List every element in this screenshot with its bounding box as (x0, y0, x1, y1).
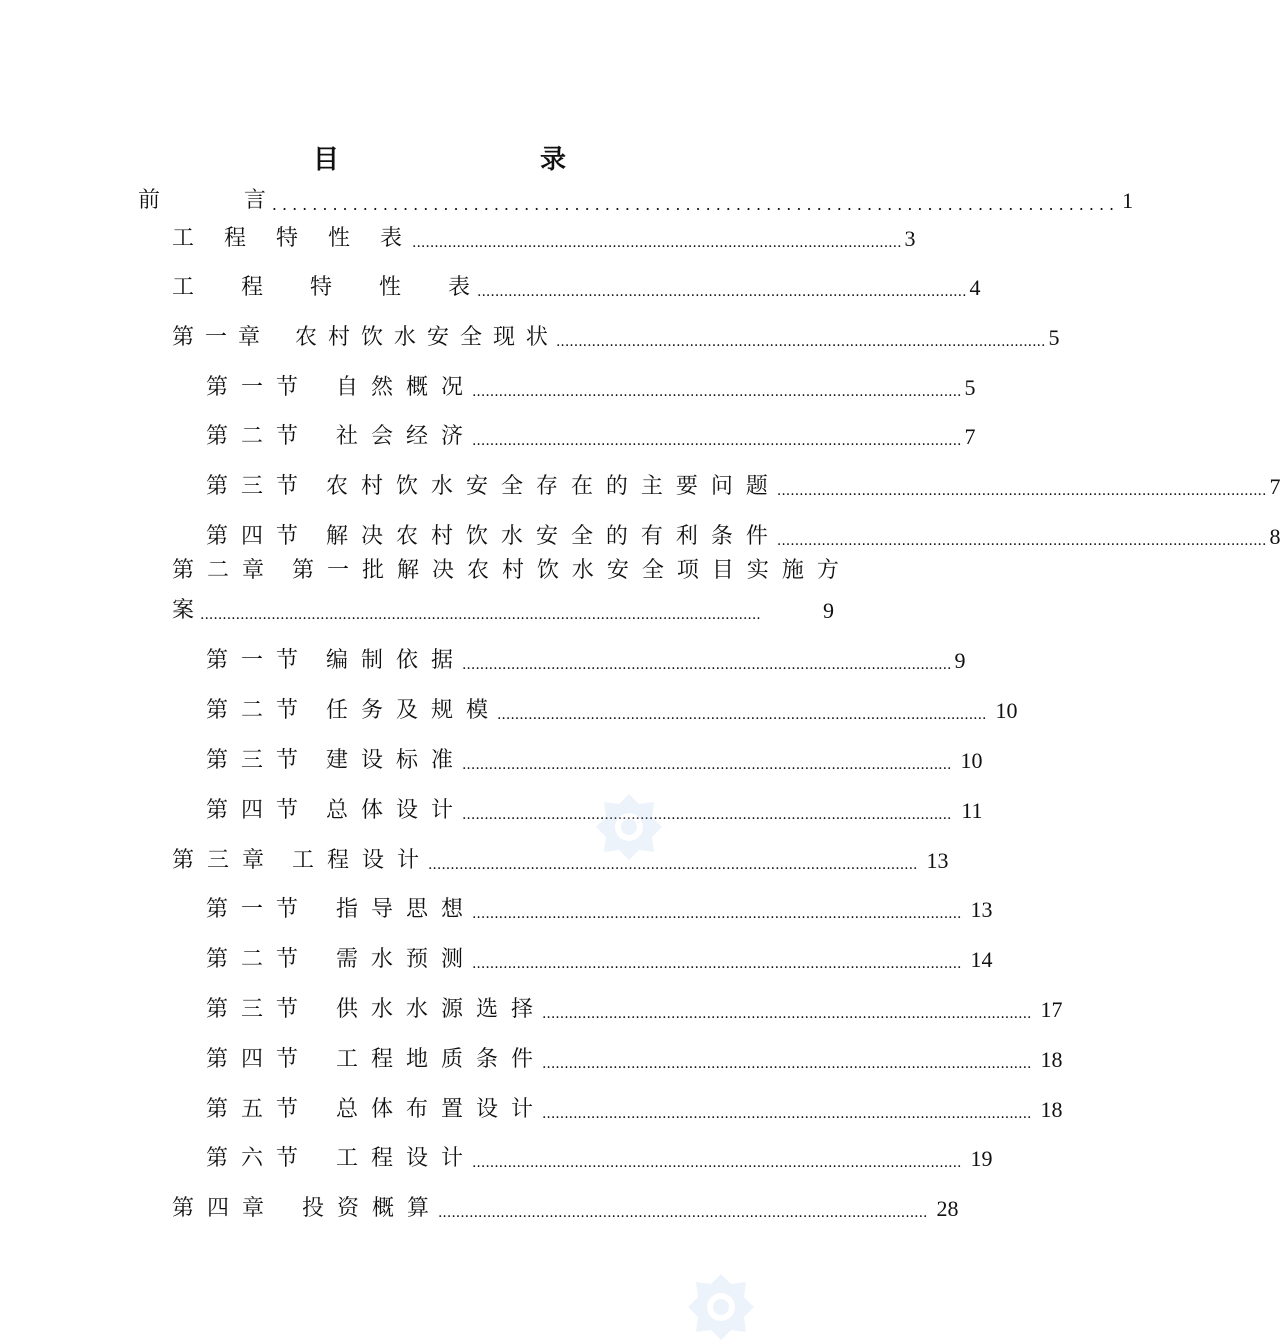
toc-leader-dots: .............................................................................................................. (471, 384, 962, 400)
toc-entry-section[interactable] (206, 472, 1280, 502)
watermark-emblem-icon (686, 1272, 756, 1342)
toc-entry-label: 第 一 章 农 村 饮 水 安 全 现 状 (172, 325, 550, 350)
toc-leader-dots: .............................................................................................................................. (200, 607, 761, 623)
toc-entry-chapter-3[interactable] (172, 846, 949, 876)
toc-entry-preface[interactable] (138, 186, 1134, 216)
toc-leader-dots: .............................................................................................................. (471, 956, 962, 972)
toc-leader-dots: .............................................................................................................. (541, 1006, 1032, 1022)
toc-entry-section[interactable] (206, 945, 993, 975)
toc-leader-dots: .............................................................................................................. (477, 284, 967, 300)
toc-entry-features-1[interactable] (172, 224, 916, 254)
toc-leader-dots: .............................................................................................................. (541, 1056, 1032, 1072)
toc-entry-section[interactable] (206, 796, 983, 826)
toc-entry-chapter-1[interactable] (172, 323, 1060, 353)
toc-page-number: 10 (960, 748, 983, 773)
toc-page-number: 28 (936, 1196, 959, 1221)
toc-entry-label: 第 二 节 任 务 及 规 模 (206, 698, 491, 723)
toc-entry-features-2[interactable] (172, 273, 981, 303)
toc-entry-section[interactable] (206, 1095, 1063, 1125)
toc-entry-section[interactable] (206, 1144, 993, 1174)
toc-entry-section[interactable] (206, 895, 993, 925)
toc-page-number: 7 (1269, 474, 1280, 499)
toc-entry-section[interactable] (206, 522, 1280, 552)
toc-entry-label: 第 五 节 总 体 布 置 设 计 (206, 1097, 536, 1122)
toc-entry-label: 第 一 节 编 制 依 据 (206, 648, 456, 673)
toc-page-number: 9 (954, 648, 966, 673)
toc-entry-label: 第 四 章 投 资 概 算 (172, 1196, 432, 1221)
toc-page-number: 10 (995, 698, 1018, 723)
toc-leader-dots: .............................................................................................................. (427, 857, 918, 873)
toc-leader-dots: .............................................................................................................. (461, 757, 952, 773)
toc-page-number: 19 (970, 1146, 993, 1171)
toc-page-number: 4 (969, 275, 981, 300)
toc-entry-section[interactable] (206, 746, 983, 776)
toc-entry-label: 案 (172, 598, 195, 623)
toc-leader-dots: .............................................................................................................. (471, 1155, 962, 1171)
toc-entry-section[interactable] (206, 696, 1018, 726)
toc-entry-chapter-4[interactable] (172, 1194, 959, 1224)
toc-entry-label: 工 程 特 性 表 (172, 275, 472, 300)
toc-page-number: 5 (1048, 325, 1060, 350)
toc-entry-label: 第 三 节 供 水 水 源 选 择 (206, 997, 536, 1022)
toc-entry-label: 第 一 节 自 然 概 况 (206, 375, 466, 400)
toc-leader-dots: .............................................................................................................. (776, 533, 1267, 549)
toc-entry-label: 第 六 节 工 程 设 计 (206, 1146, 466, 1171)
toc-entry-label: 第 三 章 工 程 设 计 (172, 848, 422, 873)
toc-entry-label: 工 程 特 性 表 (172, 226, 407, 251)
toc-entry-label: 第 一 节 指 导 思 想 (206, 897, 466, 922)
toc-entry-chapter-2-line2[interactable] (172, 596, 834, 626)
watermark-emblem-icon (594, 792, 664, 862)
toc-leader-dots: .............................................................................................................. (437, 1205, 928, 1221)
toc-leader-dots: .............................................................................................................. (541, 1106, 1032, 1122)
toc-entry-label: 第 四 节 总 体 设 计 (206, 798, 456, 823)
toc-leader-dots: .............................................................................................................. (461, 807, 952, 823)
toc-page-number: 13 (970, 897, 993, 922)
toc-page-number: 13 (926, 848, 949, 873)
toc-entry-label: 第 二 节 需 水 预 测 (206, 947, 466, 972)
toc-entry-label: 第 四 节 解 决 农 村 饮 水 安 全 的 有 利 条 件 (206, 524, 771, 549)
toc-page-number: 18 (1040, 1047, 1063, 1072)
toc-title: 目 录 (312, 145, 663, 175)
toc-entry-label: 第 三 节 建 设 标 准 (206, 748, 456, 773)
toc-leader-dots: .................................................................................... (271, 195, 1120, 214)
toc-leader-dots: .............................................................................................................. (461, 657, 952, 673)
toc-entry-label: 第 四 节 工 程 地 质 条 件 (206, 1047, 536, 1072)
toc-entry-section[interactable] (206, 1045, 1063, 1075)
toc-entry-label: 第 三 节 农 村 饮 水 安 全 存 在 的 主 要 问 题 (206, 474, 771, 499)
toc-page-number: 5 (964, 375, 976, 400)
toc-entry-label: 第 二 节 社 会 经 济 (206, 424, 466, 449)
toc-page-number: 14 (970, 947, 993, 972)
toc-page-number: 17 (1040, 997, 1063, 1022)
toc-page-number: 9 (823, 598, 834, 623)
toc-page-number: 11 (961, 798, 983, 823)
toc-entry-section[interactable] (206, 422, 976, 452)
toc-page-number: 1 (1122, 188, 1134, 213)
toc-leader-dots: .............................................................................................................. (555, 334, 1046, 350)
toc-entry-section[interactable] (206, 646, 966, 676)
toc-leader-dots: .............................................................................................................. (471, 433, 962, 449)
toc-page-number: 18 (1040, 1097, 1063, 1122)
toc-entry-section[interactable] (206, 995, 1063, 1025)
toc-leader-dots: .............................................................................................................. (471, 906, 962, 922)
toc-leader-dots: .............................................................................................................. (776, 483, 1267, 499)
toc-page-number: 7 (964, 424, 976, 449)
toc-entry-section[interactable] (206, 373, 976, 403)
toc-page-number: 8 (1269, 524, 1280, 549)
toc-entry-label: 前 言 (138, 188, 266, 213)
toc-entry-chapter-2-line1[interactable]: 第 二 章 第 一 批 解 决 农 村 饮 水 安 全 项 目 实 施 方 (172, 558, 842, 583)
toc-leader-dots: .............................................................................................................. (496, 707, 987, 723)
toc-page-number: 3 (904, 226, 916, 251)
toc-leader-dots: .............................................................................................................. (412, 235, 902, 251)
